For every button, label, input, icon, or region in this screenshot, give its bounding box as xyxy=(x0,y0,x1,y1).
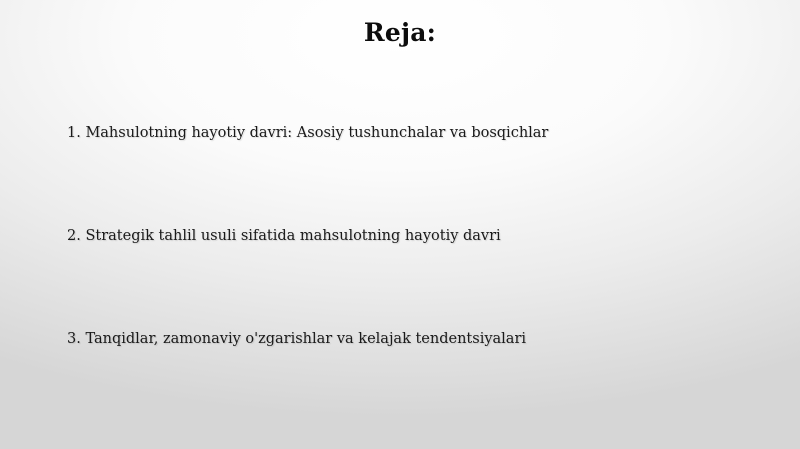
agenda-item-2: 2. Strategik tahlil usuli sifatida mahsulotning hayotiy davri xyxy=(67,228,501,244)
agenda-item-1: 1. Mahsulotning hayotiy davri: Asosiy tushunchalar va bosqichlar xyxy=(67,125,549,141)
slide-title: Reja: xyxy=(363,18,437,47)
agenda-item-3: 3. Tanqidlar, zamonaviy o'zgarishlar va kelajak tendentsiyalari xyxy=(67,331,527,347)
